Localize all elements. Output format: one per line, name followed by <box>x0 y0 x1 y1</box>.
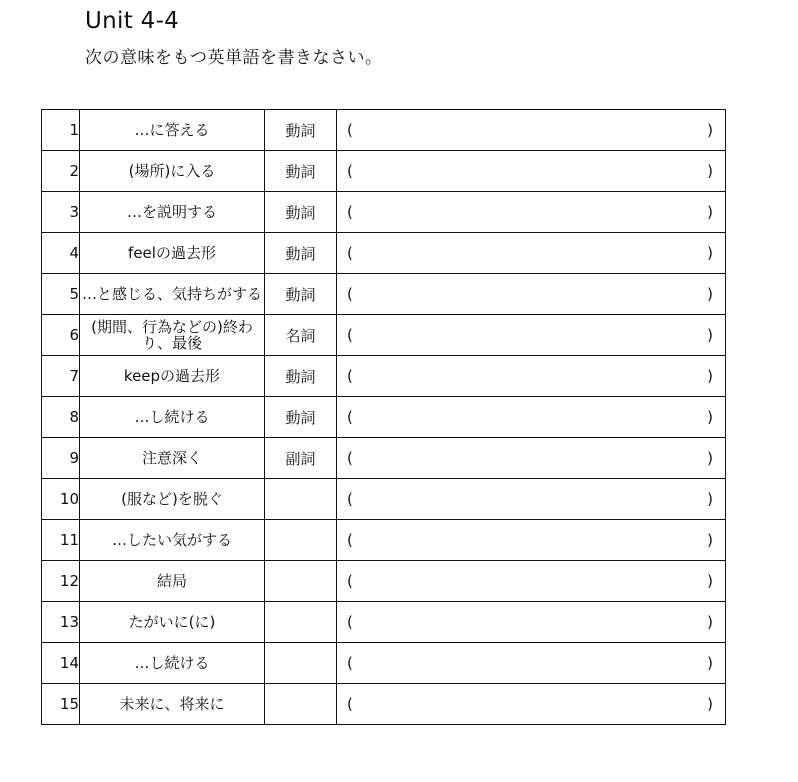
answer-blank[interactable] <box>337 520 726 561</box>
answer-blank[interactable] <box>337 643 726 684</box>
answer-blank[interactable] <box>337 315 726 356</box>
japanese-meaning: (場所)に入る <box>80 151 265 192</box>
table-row <box>42 602 726 643</box>
table-row <box>42 274 726 315</box>
japanese-meaning: keepの過去形 <box>80 356 265 397</box>
table-row <box>42 520 726 561</box>
close-bracket: ) <box>707 367 713 385</box>
item-number: 14 <box>42 643 80 684</box>
open-bracket: ( <box>347 203 353 221</box>
part-of-speech: 副詞 <box>265 438 337 479</box>
item-number: 4 <box>42 233 80 274</box>
open-bracket: ( <box>347 531 353 549</box>
item-number: 2 <box>42 151 80 192</box>
open-bracket: ( <box>347 654 353 672</box>
open-bracket: ( <box>347 162 353 180</box>
close-bracket: ) <box>707 121 713 139</box>
open-bracket: ( <box>347 490 353 508</box>
answer-blank[interactable] <box>337 561 726 602</box>
part-of-speech <box>265 561 337 602</box>
close-bracket: ) <box>707 490 713 508</box>
table-row <box>42 479 726 520</box>
table-row <box>42 151 726 192</box>
table-row <box>42 110 726 151</box>
japanese-meaning: …し続ける <box>80 643 265 684</box>
part-of-speech <box>265 684 337 725</box>
part-of-speech <box>265 602 337 643</box>
table-row <box>42 233 726 274</box>
part-of-speech: 動詞 <box>265 110 337 151</box>
japanese-meaning: 注意深く <box>80 438 265 479</box>
open-bracket: ( <box>347 121 353 139</box>
japanese-meaning: (服など)を脱ぐ <box>80 479 265 520</box>
japanese-meaning: たがいに(に) <box>80 602 265 643</box>
vocabulary-table <box>41 109 726 725</box>
close-bracket: ) <box>707 285 713 303</box>
part-of-speech <box>265 520 337 561</box>
japanese-meaning: …に答える <box>80 110 265 151</box>
item-number: 9 <box>42 438 80 479</box>
table-row <box>42 397 726 438</box>
open-bracket: ( <box>347 695 353 713</box>
page-title: Unit 4-4 <box>85 8 180 34</box>
open-bracket: ( <box>347 326 353 344</box>
answer-blank[interactable] <box>337 684 726 725</box>
japanese-meaning: feelの過去形 <box>80 233 265 274</box>
japanese-meaning: 結局 <box>80 561 265 602</box>
close-bracket: ) <box>707 244 713 262</box>
part-of-speech: 動詞 <box>265 192 337 233</box>
part-of-speech: 動詞 <box>265 274 337 315</box>
item-number: 11 <box>42 520 80 561</box>
answer-blank[interactable] <box>337 397 726 438</box>
table-row <box>42 192 726 233</box>
part-of-speech: 名詞 <box>265 315 337 356</box>
close-bracket: ) <box>707 326 713 344</box>
answer-blank[interactable] <box>337 356 726 397</box>
item-number: 1 <box>42 110 80 151</box>
table-row <box>42 315 726 356</box>
close-bracket: ) <box>707 695 713 713</box>
table-row <box>42 438 726 479</box>
part-of-speech: 動詞 <box>265 233 337 274</box>
table-row <box>42 356 726 397</box>
answer-blank[interactable] <box>337 233 726 274</box>
vocabulary-table-body <box>42 110 726 725</box>
item-number: 6 <box>42 315 80 356</box>
item-number: 13 <box>42 602 80 643</box>
close-bracket: ) <box>707 572 713 590</box>
close-bracket: ) <box>707 408 713 426</box>
part-of-speech: 動詞 <box>265 397 337 438</box>
table-row <box>42 684 726 725</box>
part-of-speech <box>265 479 337 520</box>
open-bracket: ( <box>347 408 353 426</box>
close-bracket: ) <box>707 531 713 549</box>
item-number: 3 <box>42 192 80 233</box>
japanese-meaning: …し続ける <box>80 397 265 438</box>
answer-blank[interactable] <box>337 151 726 192</box>
open-bracket: ( <box>347 285 353 303</box>
part-of-speech: 動詞 <box>265 151 337 192</box>
item-number: 10 <box>42 479 80 520</box>
open-bracket: ( <box>347 613 353 631</box>
close-bracket: ) <box>707 449 713 467</box>
close-bracket: ) <box>707 654 713 672</box>
answer-blank[interactable] <box>337 479 726 520</box>
item-number: 5 <box>42 274 80 315</box>
japanese-meaning: …を説明する <box>80 192 265 233</box>
open-bracket: ( <box>347 367 353 385</box>
answer-blank[interactable] <box>337 602 726 643</box>
item-number: 7 <box>42 356 80 397</box>
open-bracket: ( <box>347 572 353 590</box>
item-number: 15 <box>42 684 80 725</box>
part-of-speech <box>265 643 337 684</box>
answer-blank[interactable] <box>337 192 726 233</box>
japanese-meaning: (期間、行為などの)終わり、最後 <box>80 315 265 356</box>
close-bracket: ) <box>707 613 713 631</box>
item-number: 12 <box>42 561 80 602</box>
answer-blank[interactable] <box>337 110 726 151</box>
japanese-meaning: …したい気がする <box>80 520 265 561</box>
answer-blank[interactable] <box>337 274 726 315</box>
japanese-meaning: 未来に、将来に <box>80 684 265 725</box>
answer-blank[interactable] <box>337 438 726 479</box>
open-bracket: ( <box>347 244 353 262</box>
part-of-speech: 動詞 <box>265 356 337 397</box>
close-bracket: ) <box>707 162 713 180</box>
open-bracket: ( <box>347 449 353 467</box>
close-bracket: ) <box>707 203 713 221</box>
table-row <box>42 561 726 602</box>
table-row <box>42 643 726 684</box>
japanese-meaning: …と感じる、気持ちがする <box>80 274 265 315</box>
instruction-text: 次の意味をもつ英単語を書きなさい。 <box>85 48 383 68</box>
item-number: 8 <box>42 397 80 438</box>
